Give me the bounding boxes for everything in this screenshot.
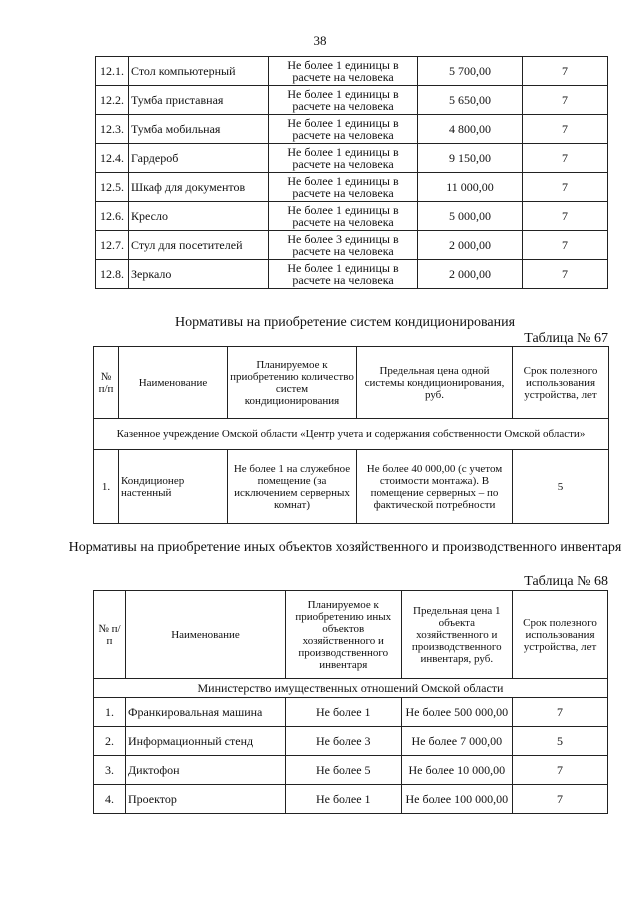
cell-price: 4 800,00 [418, 115, 523, 144]
cell-qty: Не более 1 единицы в расчете на человека [269, 144, 418, 173]
section-title-68-text: Нормативы на приобретение иных объектов хозяйственного и производственного инвентаря [68, 540, 622, 555]
cell-qty: Не более 1 единицы в расчете на человека [269, 115, 418, 144]
cell-qty: Не более 1 единицы в расчете на человека [269, 173, 418, 202]
header-term: Срок полезного использования устройства, лет [513, 347, 609, 419]
cell-name: Тумба мобильная [129, 115, 269, 144]
cell-term: 7 [523, 231, 608, 260]
org-row: Министерство имущественных отношений Омской области [94, 679, 608, 698]
cell-term: 7 [523, 57, 608, 86]
cell-qty: Не более 1 единицы в расчете на человека [269, 260, 418, 289]
cell-num: 12.8. [96, 260, 129, 289]
row-price: Не более 40 000,00 (с учетом стоимости монтажа). В помещение серверных – по фактической потребности [357, 450, 513, 524]
cell-num: 12.2. [96, 86, 129, 115]
cell-term: 7 [513, 756, 608, 785]
row-qty: Не более 1 на служебное помещение (за исключением серверных комнат) [228, 450, 357, 524]
cell-num: 4. [94, 785, 126, 814]
cell-price: 9 150,00 [418, 144, 523, 173]
header-num: № п/п [94, 591, 126, 679]
cell-term: 7 [523, 202, 608, 231]
table-row [96, 173, 608, 202]
cell-price: Не более 10 000,00 [401, 756, 512, 785]
header-name: Наименование [125, 591, 285, 679]
cell-num: 12.1. [96, 57, 129, 86]
cell-term: 7 [523, 115, 608, 144]
table-row [94, 698, 608, 727]
header-price: Предельная цена одной системы кондиционирования, руб. [357, 347, 513, 419]
header-name: Наименование [119, 347, 228, 419]
table-row [96, 202, 608, 231]
header-qty: Планируемое к приобретению иных объектов хозяйственного и производственного инвентаря [285, 591, 401, 679]
table-caption-67: Таблица № 67 [524, 331, 608, 346]
table-row [96, 260, 608, 289]
cell-name: Зеркало [129, 260, 269, 289]
row-name: Кондиционер настенный [119, 450, 228, 524]
cell-term: 7 [523, 86, 608, 115]
cell-num: 12.5. [96, 173, 129, 202]
page-number: 38 [313, 33, 327, 48]
section-title-67: Нормативы на приобретение систем кондиционирования [174, 315, 516, 330]
cell-name: Проектор [125, 785, 285, 814]
cell-name: Франкировальная машина [125, 698, 285, 727]
table-row [96, 86, 608, 115]
cell-price: 5 700,00 [418, 57, 523, 86]
cell-qty: Не более 1 единицы в расчете на человека [269, 86, 418, 115]
cell-num: 12.6. [96, 202, 129, 231]
cell-num: 3. [94, 756, 126, 785]
cell-qty: Не более 3 [285, 727, 401, 756]
table-row [96, 57, 608, 86]
header-term: Срок полезного использования устройства, лет [513, 591, 608, 679]
table-row [94, 785, 608, 814]
cell-price: 2 000,00 [418, 260, 523, 289]
cell-name: Гардероб [129, 144, 269, 173]
cell-name: Диктофон [125, 756, 285, 785]
row-term: 5 [513, 450, 609, 524]
table-row [96, 231, 608, 260]
cell-name: Тумба приставная [129, 86, 269, 115]
cell-price: 5 000,00 [418, 202, 523, 231]
header-price: Предельная цена 1 объекта хозяйственного и производственного инвентаря, руб. [401, 591, 512, 679]
cell-name: Информационный стенд [125, 727, 285, 756]
cell-num: 12.7. [96, 231, 129, 260]
cell-price: 2 000,00 [418, 231, 523, 260]
table-row [94, 727, 608, 756]
cell-term: 5 [513, 727, 608, 756]
header-qty: Планируемое к приобретению количество систем кондиционирования [228, 347, 357, 419]
cell-term: 7 [513, 785, 608, 814]
cell-price: Не более 7 000,00 [401, 727, 512, 756]
air-conditioning-table [93, 346, 609, 524]
cell-num: 1. [94, 698, 126, 727]
table-row [96, 144, 608, 173]
cell-qty: Не более 1 единицы в расчете на человека [269, 202, 418, 231]
cell-term: 7 [523, 260, 608, 289]
cell-price: Не более 500 000,00 [401, 698, 512, 727]
table-caption-68: Таблица № 68 [524, 574, 608, 589]
row-num: 1. [94, 450, 119, 524]
cell-name: Шкаф для документов [129, 173, 269, 202]
cell-price: Не более 100 000,00 [401, 785, 512, 814]
cell-qty: Не более 3 единицы в расчете на человека [269, 231, 418, 260]
header-num: № п/п [94, 347, 119, 419]
cell-term: 7 [523, 173, 608, 202]
cell-num: 12.3. [96, 115, 129, 144]
org-row: Казенное учреждение Омской области «Центр учета и содержания собственности Омской области» [94, 419, 609, 450]
section-title-68 [60, 539, 630, 556]
table-row [94, 756, 608, 785]
cell-name: Кресло [129, 202, 269, 231]
cell-price: 5 650,00 [418, 86, 523, 115]
cell-name: Стол компьютерный [129, 57, 269, 86]
furniture-table [95, 56, 608, 289]
cell-name: Стул для посетителей [129, 231, 269, 260]
cell-term: 7 [523, 144, 608, 173]
cell-price: 11 000,00 [418, 173, 523, 202]
cell-qty: Не более 1 [285, 698, 401, 727]
cell-num: 2. [94, 727, 126, 756]
cell-num: 12.4. [96, 144, 129, 173]
cell-qty: Не более 1 единицы в расчете на человека [269, 57, 418, 86]
inventory-table [93, 590, 608, 814]
cell-term: 7 [513, 698, 608, 727]
cell-qty: Не более 1 [285, 785, 401, 814]
table-row [96, 115, 608, 144]
cell-qty: Не более 5 [285, 756, 401, 785]
